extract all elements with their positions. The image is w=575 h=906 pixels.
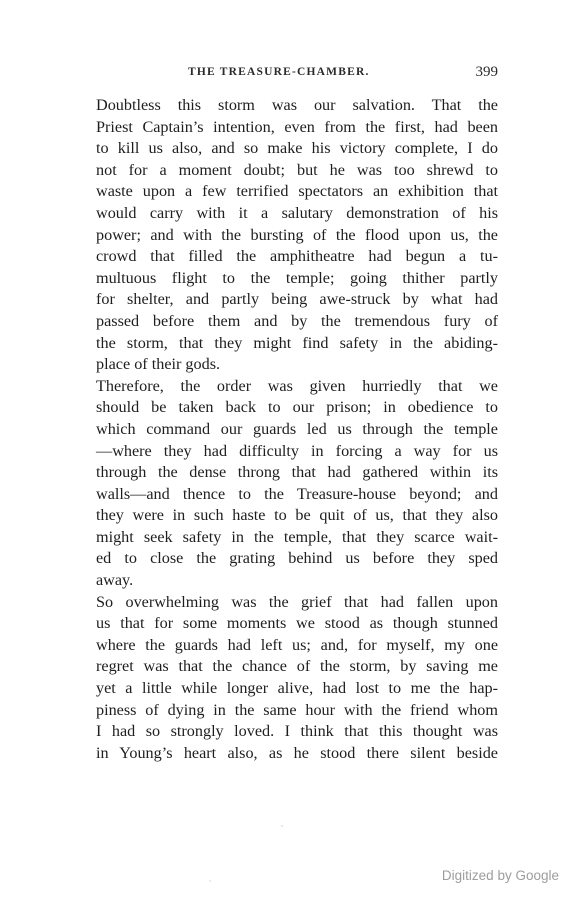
- text-line: Doubtless this storm was our salvation. That the: [96, 96, 498, 114]
- text-line: to kill us also, and so make his victory complete, I do: [96, 139, 498, 158]
- text-line: place of their gods.: [96, 355, 221, 374]
- text-line: Therefore, the order was given hurriedly that we: [96, 376, 498, 395]
- text-line: which command our guards led us through the temple: [96, 419, 498, 438]
- page-number: 399: [475, 64, 498, 80]
- text-line: waste upon a few terrified spectators an exhibition that: [96, 182, 498, 201]
- scan-speck: [209, 880, 210, 881]
- text-line: in Young’s heart also, as he stood there silent beside: [96, 743, 498, 762]
- text-line: Priest Captain’s intention, even from the first, had been: [96, 117, 498, 136]
- running-title: THE TREASURE-CHAMBER.: [188, 66, 370, 78]
- text-line: I had so strongly loved. I think that this thought was: [96, 722, 498, 741]
- text-line: passed before them and by the tremendous fury of: [96, 311, 498, 330]
- text-line: might seek safety in the temple, that they scarce wait-: [96, 527, 498, 546]
- text-line: they were in such haste to be quit of us, that they also: [96, 506, 498, 525]
- text-line: the storm, that they might find safety in the abiding-: [96, 333, 498, 352]
- text-line: walls—and thence to the Treasure-house beyond; and: [96, 484, 498, 503]
- text-line: yet a little while longer alive, had lost to me the hap-: [96, 679, 498, 698]
- text-line: crowd that filled the amphitheatre had begun a tu-: [96, 247, 498, 266]
- text-line: regret was that the chance of the storm, by saving me: [96, 657, 498, 676]
- paragraph-1: [78, 95, 498, 376]
- text-line: through the dense throng that had gathered within its: [96, 463, 498, 482]
- text-line: not for a moment doubt; but he was too shrewd to: [96, 160, 498, 179]
- text-line: So overwhelming was the grief that had fallen upon: [96, 592, 498, 611]
- scan-speck: [281, 825, 282, 826]
- text-line: ed to close the grating behind us before they sped: [96, 549, 498, 568]
- text-line: should be taken back to our prison; in obedience to: [96, 398, 498, 417]
- text-line: piness of dying in the same hour with the friend whom: [96, 700, 498, 719]
- text-line: away.: [96, 571, 134, 590]
- text-line: multuous flight to the temple; going thither partly: [96, 268, 498, 287]
- text-line: power; and with the bursting of the flood upon us, the: [96, 225, 498, 244]
- text-line: us that for some moments we stood as though stunned: [96, 614, 498, 633]
- text-line: —where they had difficulty in forcing a way for us: [96, 441, 498, 460]
- text-line: would carry with it a salutary demonstration of his: [96, 203, 498, 222]
- paragraph-2: [78, 376, 498, 592]
- google-watermark: Digitized by Google: [441, 868, 559, 883]
- text-line: for shelter, and partly being awe-struck by what had: [96, 290, 498, 309]
- body-text: [78, 95, 498, 764]
- text-line: where the guards had left us; and, for myself, my one: [96, 635, 498, 654]
- paragraph-3: [78, 592, 498, 765]
- running-head: [78, 64, 498, 84]
